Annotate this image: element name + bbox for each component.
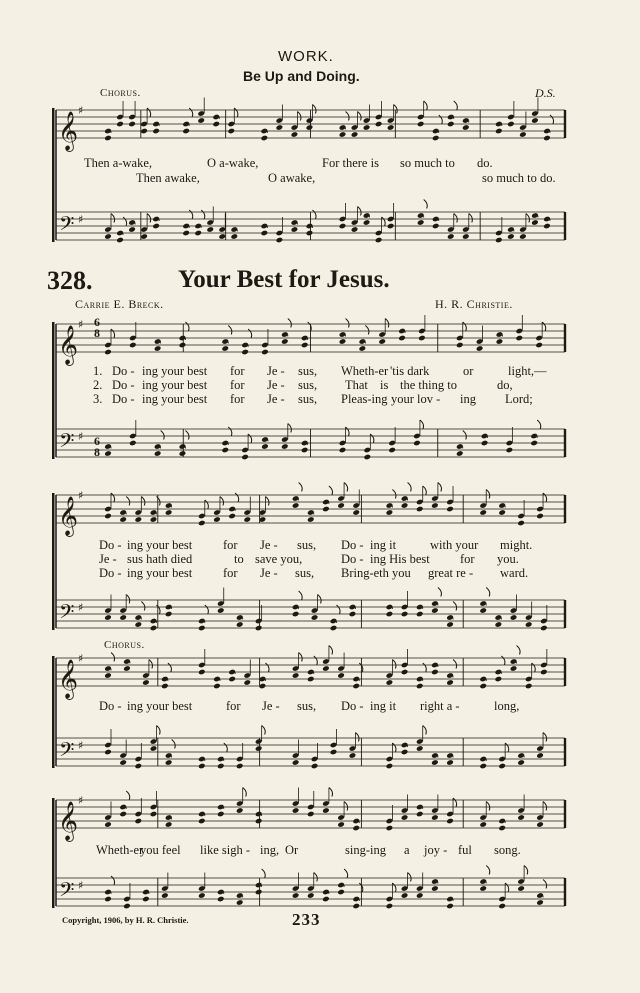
- system-s4-treble-note-head: [292, 807, 300, 814]
- verse3-w6: Pleas-ing: [341, 392, 388, 406]
- system-s2-key-sharp-icon: ♯: [78, 489, 84, 503]
- copyright-notice: Copyright, 1906, by H. R. Christie.: [62, 915, 189, 925]
- system-s4-treble-note-flag: [243, 788, 247, 797]
- verse1-w8: or: [463, 364, 474, 378]
- system-s4-bass-note-head: [337, 889, 345, 896]
- verse2-w3: for: [230, 378, 245, 392]
- verse2-w7: is: [380, 378, 389, 392]
- system-s4-bass-note-flag: [262, 869, 266, 878]
- previous-hymn-title: Be Up and Doing.: [243, 68, 360, 84]
- s2-l1-w4: sus,: [297, 538, 317, 552]
- system-s2-bass-clef-icon: 𝄢: [59, 600, 75, 628]
- system-s4-bass-note-flag: [392, 883, 396, 892]
- ch1-w8: long,: [494, 699, 520, 713]
- system-s4-key-sharp-icon: ♯: [78, 879, 84, 893]
- system-s4-bass-note-flag: [408, 873, 412, 882]
- ch2-w2: like sigh -: [200, 843, 250, 857]
- system-s3-treble-clef-icon: 𝄞: [58, 659, 79, 699]
- s2-l2-w7: you.: [497, 552, 519, 566]
- system-s4-treble-note-head: [198, 818, 206, 825]
- system-s4-bass-note-flag: [314, 873, 318, 882]
- s2-l1-w8: might.: [500, 538, 533, 552]
- system-s4-treble-note-head: [401, 814, 409, 821]
- system-s4-bass-clef-icon: 𝄢: [59, 878, 75, 906]
- verse3-w5: sus,: [298, 392, 318, 406]
- system-s4-treble-note-head: [104, 821, 112, 828]
- s2-l3-w6: great re -: [428, 566, 474, 580]
- verse2-w6: That: [345, 378, 368, 392]
- hymn-chorus-label: Chorus.: [104, 639, 145, 651]
- system-s4-treble-note-head: [536, 821, 544, 828]
- system-s4-bass-note-head: [386, 903, 394, 910]
- chorus-label: Chorus.: [100, 87, 141, 99]
- system-s4-bass-note-head: [517, 885, 525, 892]
- system-s4-bass-note-flag: [543, 880, 547, 889]
- system-s4-bass-note-head: [416, 892, 424, 899]
- system-s4-treble-note-head: [119, 811, 127, 818]
- system-prev-key-sharp-icon: ♯: [78, 213, 84, 227]
- system-s4-treble-note-head: [236, 807, 244, 814]
- s2-l2-w0: Je -: [99, 552, 117, 566]
- verse3-w3: for: [230, 392, 245, 406]
- system-s4-bass-note-head: [198, 892, 206, 899]
- system-s2-key-sharp-icon: ♯: [78, 601, 84, 615]
- system-s4-treble-note-head: [479, 821, 487, 828]
- system-s4-bass-note-head: [161, 892, 169, 899]
- ch2-w0: Wheth-er: [96, 843, 144, 857]
- system-s4-treble-note-head: [431, 814, 439, 821]
- system-s4-treble-note-flag: [486, 802, 490, 811]
- hymn-author: Carrie E. Breck.: [75, 297, 164, 311]
- hymn-title: Your Best for Jesus.: [178, 266, 390, 293]
- prev-lyric-2b: O awake,: [268, 171, 316, 185]
- system-s4-treble-note-flag: [344, 802, 348, 811]
- ch1-w2: for: [226, 699, 241, 713]
- prev-lyric-1b: O a-wake,: [207, 156, 259, 170]
- system-s4-bass-note-flag: [344, 869, 348, 878]
- ch1-w1: ing your best: [127, 699, 193, 713]
- system-s1-bass-clef-icon: 𝄢: [59, 429, 75, 457]
- system-s1-treble-clef-icon: 𝄞: [58, 325, 79, 365]
- system-s4-treble-note-flag: [543, 802, 547, 811]
- ch1-w6: ing it: [370, 699, 397, 713]
- ch2-w7: joy -: [424, 843, 448, 857]
- s2-l2-w1: sus hath died: [127, 552, 193, 566]
- verse1-w5: sus,: [298, 364, 318, 378]
- system-s4-treble-note-head: [255, 818, 263, 825]
- ch2-w8: ful: [458, 843, 472, 857]
- page-number: 233: [292, 910, 321, 929]
- ch1-w4: sus,: [297, 699, 317, 713]
- system-s4-bass-note-head: [123, 903, 131, 910]
- system-s4-bass-note-head: [292, 892, 300, 899]
- system-s4-bass-note-head: [307, 892, 315, 899]
- s2-l3-w7: ward.: [500, 566, 529, 580]
- ch1-w0: Do -: [99, 699, 122, 713]
- s2-l3-w4: sus,: [295, 566, 315, 580]
- s2-l1-w0: Do -: [99, 538, 122, 552]
- verse3-w1: Do -: [112, 392, 135, 406]
- time-signature-bass: 6 8: [94, 434, 100, 459]
- system-s4-treble-note-flag: [453, 798, 457, 807]
- s2-l1-w3: Je -: [260, 538, 278, 552]
- system-s4-treble-note-head: [337, 821, 345, 828]
- verse1-w4: Je -: [267, 364, 285, 378]
- verse1-w7: 'tis dark: [390, 364, 430, 378]
- system-s4-bass-note-head: [217, 896, 225, 903]
- s2-l1-w2: for: [223, 538, 238, 552]
- system-s4-bass-note-head: [322, 896, 330, 903]
- system-s4-treble-note-head: [498, 825, 506, 832]
- verse1-w6: Wheth-er: [341, 364, 389, 378]
- hymn-number: 328.: [47, 266, 93, 295]
- s2-l2-w2: to: [234, 552, 244, 566]
- s2-l2-w6: for: [460, 552, 475, 566]
- system-s4-treble-note-head: [322, 807, 330, 814]
- section-heading: WORK.: [278, 48, 334, 65]
- system-s4-treble-note-flag: [329, 788, 333, 797]
- ch2-w1: you feel: [140, 843, 181, 857]
- system-s4-bass-note-head: [431, 885, 439, 892]
- ch2-w4: Or: [285, 843, 299, 857]
- verse3-w9: Lord;: [505, 392, 533, 406]
- system-s4-bass-note-flag: [524, 866, 528, 875]
- verse1-w9: light,—: [508, 364, 547, 378]
- system-s4-treble-note-head: [307, 811, 315, 818]
- s2-l3-w3: Je -: [260, 566, 278, 580]
- system-s4-treble-note-head: [165, 821, 173, 828]
- system-s4-treble-note-head: [352, 825, 360, 832]
- system-s4-treble-note-flag: [126, 791, 130, 800]
- verse2-w4: Je -: [267, 378, 285, 392]
- prev-lyric-2c: so much to do.: [482, 171, 556, 185]
- prev-lyric-2a: Then awake,: [136, 171, 200, 185]
- system-s4-treble-note-head: [517, 814, 525, 821]
- system-s4-bass-note-head: [536, 899, 544, 906]
- verse2-num: 2.: [93, 378, 103, 392]
- verse1-w3: for: [230, 364, 245, 378]
- system-s4-bass-note-head: [401, 892, 409, 899]
- system-s3-bass-clef-icon: 𝄢: [59, 738, 75, 766]
- system-s4-brace: [52, 798, 55, 908]
- verse1-num: 1.: [93, 364, 103, 378]
- system-prev-key-sharp-icon: ♯: [78, 104, 84, 118]
- system-s4-treble-note-head: [446, 818, 454, 825]
- system-s4-bass-note-flag: [486, 866, 490, 875]
- system-s4-treble-clef-icon: 𝄞: [58, 801, 79, 841]
- s2-l1-w7: with your: [430, 538, 479, 552]
- prev-lyric-1a: Then a-wake,: [84, 156, 153, 170]
- system-s4-bass-note-head: [352, 903, 360, 910]
- s2-l3-w2: for: [223, 566, 238, 580]
- ch2-w6: a: [404, 843, 410, 857]
- system-s4-treble-note-head: [150, 811, 158, 818]
- ch2-w5: sing-ing: [345, 843, 386, 857]
- verse3-w8: ing: [460, 392, 476, 406]
- system-s4-bass-note-head: [446, 903, 454, 910]
- verse1-w1: Do -: [112, 364, 135, 378]
- system-s2-treble-clef-icon: 𝄞: [58, 496, 79, 536]
- verse3-w4: Je -: [267, 392, 285, 406]
- system-s4-bass-note-flag: [505, 883, 509, 892]
- system-s4-treble-note-head: [135, 818, 143, 825]
- s2-l3-w5: Bring-eth you: [341, 566, 411, 580]
- system-s3-key-sharp-icon: ♯: [78, 652, 84, 666]
- verse2-w8: the thing to: [400, 378, 457, 392]
- s2-l1-w5: Do -: [341, 538, 364, 552]
- system-s4-bass-note-head: [142, 896, 150, 903]
- prev-lyric-1d: so much to: [400, 156, 455, 170]
- system-s1-key-sharp-icon: ♯: [78, 318, 84, 332]
- ch2-w9: song.: [494, 843, 521, 857]
- system-s4-bass-note-head: [236, 899, 244, 906]
- s2-l2-w4: Do -: [341, 552, 364, 566]
- verse3-w7: your lov -: [391, 392, 441, 406]
- s2-l1-w1: ing your best: [127, 538, 193, 552]
- ch1-w7: right a -: [420, 699, 460, 713]
- ch1-w3: Je -: [262, 699, 280, 713]
- system-s4-bass-note-head: [104, 896, 112, 903]
- s2-l3-w0: Do -: [99, 566, 122, 580]
- verse2-w9: do,: [497, 378, 513, 392]
- system-s1-key-sharp-icon: ♯: [78, 430, 84, 444]
- verse1-w2: ing your best: [142, 364, 208, 378]
- time-signature-treble: 6 8: [94, 315, 100, 340]
- verse2-w5: sus,: [298, 378, 318, 392]
- s2-l2-w5: ing His best: [370, 552, 430, 566]
- prev-lyric-1e: do.: [477, 156, 493, 170]
- s2-l2-w3: save you,: [255, 552, 303, 566]
- ds-label: D.S.: [535, 86, 556, 100]
- system-prev-treble-clef-icon: 𝄞: [58, 111, 79, 151]
- system-s4-bass-note-head: [479, 885, 487, 892]
- system-s4-treble-note-head: [386, 825, 394, 832]
- system-s4-treble-note-head: [416, 811, 424, 818]
- hymn-composer: H. R. Christie.: [435, 297, 513, 311]
- ch1-w5: Do -: [341, 699, 364, 713]
- system-s4-bass-note-head: [498, 903, 506, 910]
- s2-l3-w1: ing your best: [127, 566, 193, 580]
- system-s4-key-sharp-icon: ♯: [78, 794, 84, 808]
- verse3-w2: ing your best: [142, 392, 208, 406]
- s2-l1-w6: ing it: [370, 538, 397, 552]
- prev-lyric-1c: For there is: [322, 156, 379, 170]
- verse2-w1: Do -: [112, 378, 135, 392]
- system-prev-bass-clef-icon: 𝄢: [59, 212, 75, 240]
- system-s4-treble-note-head: [217, 811, 225, 818]
- system-s4-bass-note-flag: [111, 876, 115, 885]
- ch2-w3: ing,: [260, 843, 280, 857]
- system-s4-bass-note-head: [255, 889, 263, 896]
- system-s3-key-sharp-icon: ♯: [78, 739, 84, 753]
- verse3-num: 3.: [93, 392, 103, 406]
- verse2-w2: ing your best: [142, 378, 208, 392]
